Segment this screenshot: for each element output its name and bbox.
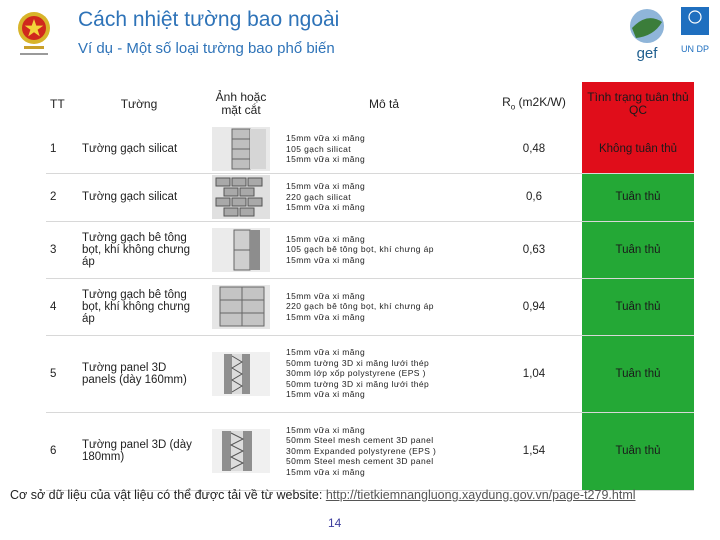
compliance-status: Tuân thủ: [582, 412, 694, 490]
table-row: [46, 412, 694, 490]
table-row: [46, 125, 694, 173]
slide-subtitle: Ví dụ - Một số loại tường bao phổ biến: [78, 40, 335, 57]
row-number: 2: [50, 191, 57, 203]
desc-line: 50mm Steel mesh cement 3D panel: [286, 456, 434, 467]
table-header-row: [46, 82, 694, 125]
desc-line: 15mm vữa xi măng: [286, 133, 366, 143]
aac-block-wall-icon: [212, 285, 270, 329]
table-row: [46, 335, 694, 412]
desc-line: 15mm vữa xi măng: [286, 154, 366, 164]
desc-line: 220 gạch silicat: [286, 191, 351, 202]
row-number: 5: [50, 367, 57, 380]
panel-3d-section-icon: [212, 352, 270, 396]
footer-text: Cơ sở dữ liệu của vật liệu có thể được tải về từ website:: [10, 488, 326, 502]
r-value-unit: (m2K/W): [515, 95, 566, 110]
col-header-status: Tình trạng tuân thủ QC: [582, 82, 694, 125]
r-value: 0,94: [522, 300, 546, 313]
row-number: 1: [50, 142, 57, 155]
col-header-description: Mô tả: [368, 96, 399, 111]
aac-block-section-icon: [212, 228, 270, 272]
r-value: 1,04: [522, 367, 546, 380]
col-header-wall: Tường: [120, 96, 158, 111]
wall-type: Tường panel 3D (dày 180mm): [82, 439, 192, 463]
footer-note: [10, 488, 636, 502]
undp-logo-icon: [680, 6, 710, 64]
wall-type: Tường gạch bê tông bọt, khí không chưng áp: [82, 288, 191, 325]
desc-line: 15mm vữa xi măng: [286, 233, 366, 244]
desc-line: 30mm lớp xốp polystyrene (EPS ): [286, 368, 426, 379]
wall-type: Tường gạch silicat: [82, 142, 178, 155]
wall-type: Tường gạch silicat: [82, 191, 178, 203]
compliance-status: Không tuân thủ: [582, 125, 694, 173]
desc-line: 15mm vữa xi măng: [286, 389, 366, 400]
desc-line: 30mm Expanded polystyrene (EPS ): [286, 445, 437, 456]
row-number: 4: [50, 300, 57, 313]
col-header-no: TT: [50, 96, 65, 111]
page-number: 14: [328, 516, 342, 530]
r-value: 0,6: [526, 191, 542, 203]
row-number: 3: [50, 243, 57, 256]
compliance-status: Tuân thủ: [582, 173, 694, 221]
slide-title: Cách nhiệt tường bao ngoài: [78, 8, 340, 31]
desc-line: 220 gạch bê tông bọt, khí chưng áp: [286, 301, 434, 312]
r-value-label: R: [502, 95, 511, 110]
r-value: 0,63: [522, 243, 546, 256]
desc-line: 50mm tường 3D xi măng lưới thép: [286, 378, 430, 389]
r-value: 1,54: [522, 445, 546, 457]
brick-section-icon: [212, 127, 270, 171]
desc-line: 15mm vữa xi măng: [286, 202, 366, 213]
undp-logo-text: UN DP: [680, 44, 710, 54]
wall-type: Tường panel 3D panels (dày 160mm): [82, 361, 187, 386]
gef-logo-text: gef: [636, 45, 658, 62]
desc-line: 15mm vữa xi măng: [286, 424, 366, 435]
desc-line: 15mm vữa xi măng: [286, 181, 366, 192]
desc-line: 50mm tường 3D xi măng lưới thép: [286, 357, 430, 368]
wall-type: Tường gạch bê tông bọt, khí không chưng áp: [82, 231, 191, 268]
r-value-subscript: o: [510, 102, 516, 112]
vietnam-emblem-icon: [16, 10, 52, 60]
desc-line: 15mm vữa xi măng: [286, 311, 366, 322]
col-header-r-value: [486, 82, 582, 125]
desc-line: 105 gạch bê tông bọt, khí chưng áp: [286, 244, 434, 255]
table-row: [46, 173, 694, 221]
desc-line: 15mm vữa xi măng: [286, 466, 366, 477]
compliance-status: Tuân thủ: [582, 278, 694, 335]
desc-line: 50mm Steel mesh cement 3D panel: [286, 435, 434, 446]
desc-line: 15mm vữa xi măng: [286, 290, 366, 301]
database-link[interactable]: http://tietkiemnangluong.xaydung.gov.vn/page-t279.html: [325, 488, 636, 502]
wall-comparison-table: [46, 82, 694, 491]
desc-line: 15mm vữa xi măng: [286, 254, 366, 265]
panel-3d-thick-section-icon: [212, 429, 270, 473]
row-number: 6: [50, 445, 57, 457]
col-header-image: Ảnh hoặc mặt cắt: [215, 89, 267, 117]
table-row: [46, 221, 694, 278]
r-value: 0,48: [522, 142, 546, 155]
compliance-status: Tuân thủ: [582, 335, 694, 412]
brick-wall-icon: [212, 175, 270, 219]
gef-logo-icon: [624, 6, 670, 64]
table-row: [46, 278, 694, 335]
desc-line: 15mm vữa xi măng: [286, 347, 366, 358]
compliance-status: Tuân thủ: [582, 221, 694, 278]
desc-line: 105 gạch silicat: [286, 143, 351, 154]
